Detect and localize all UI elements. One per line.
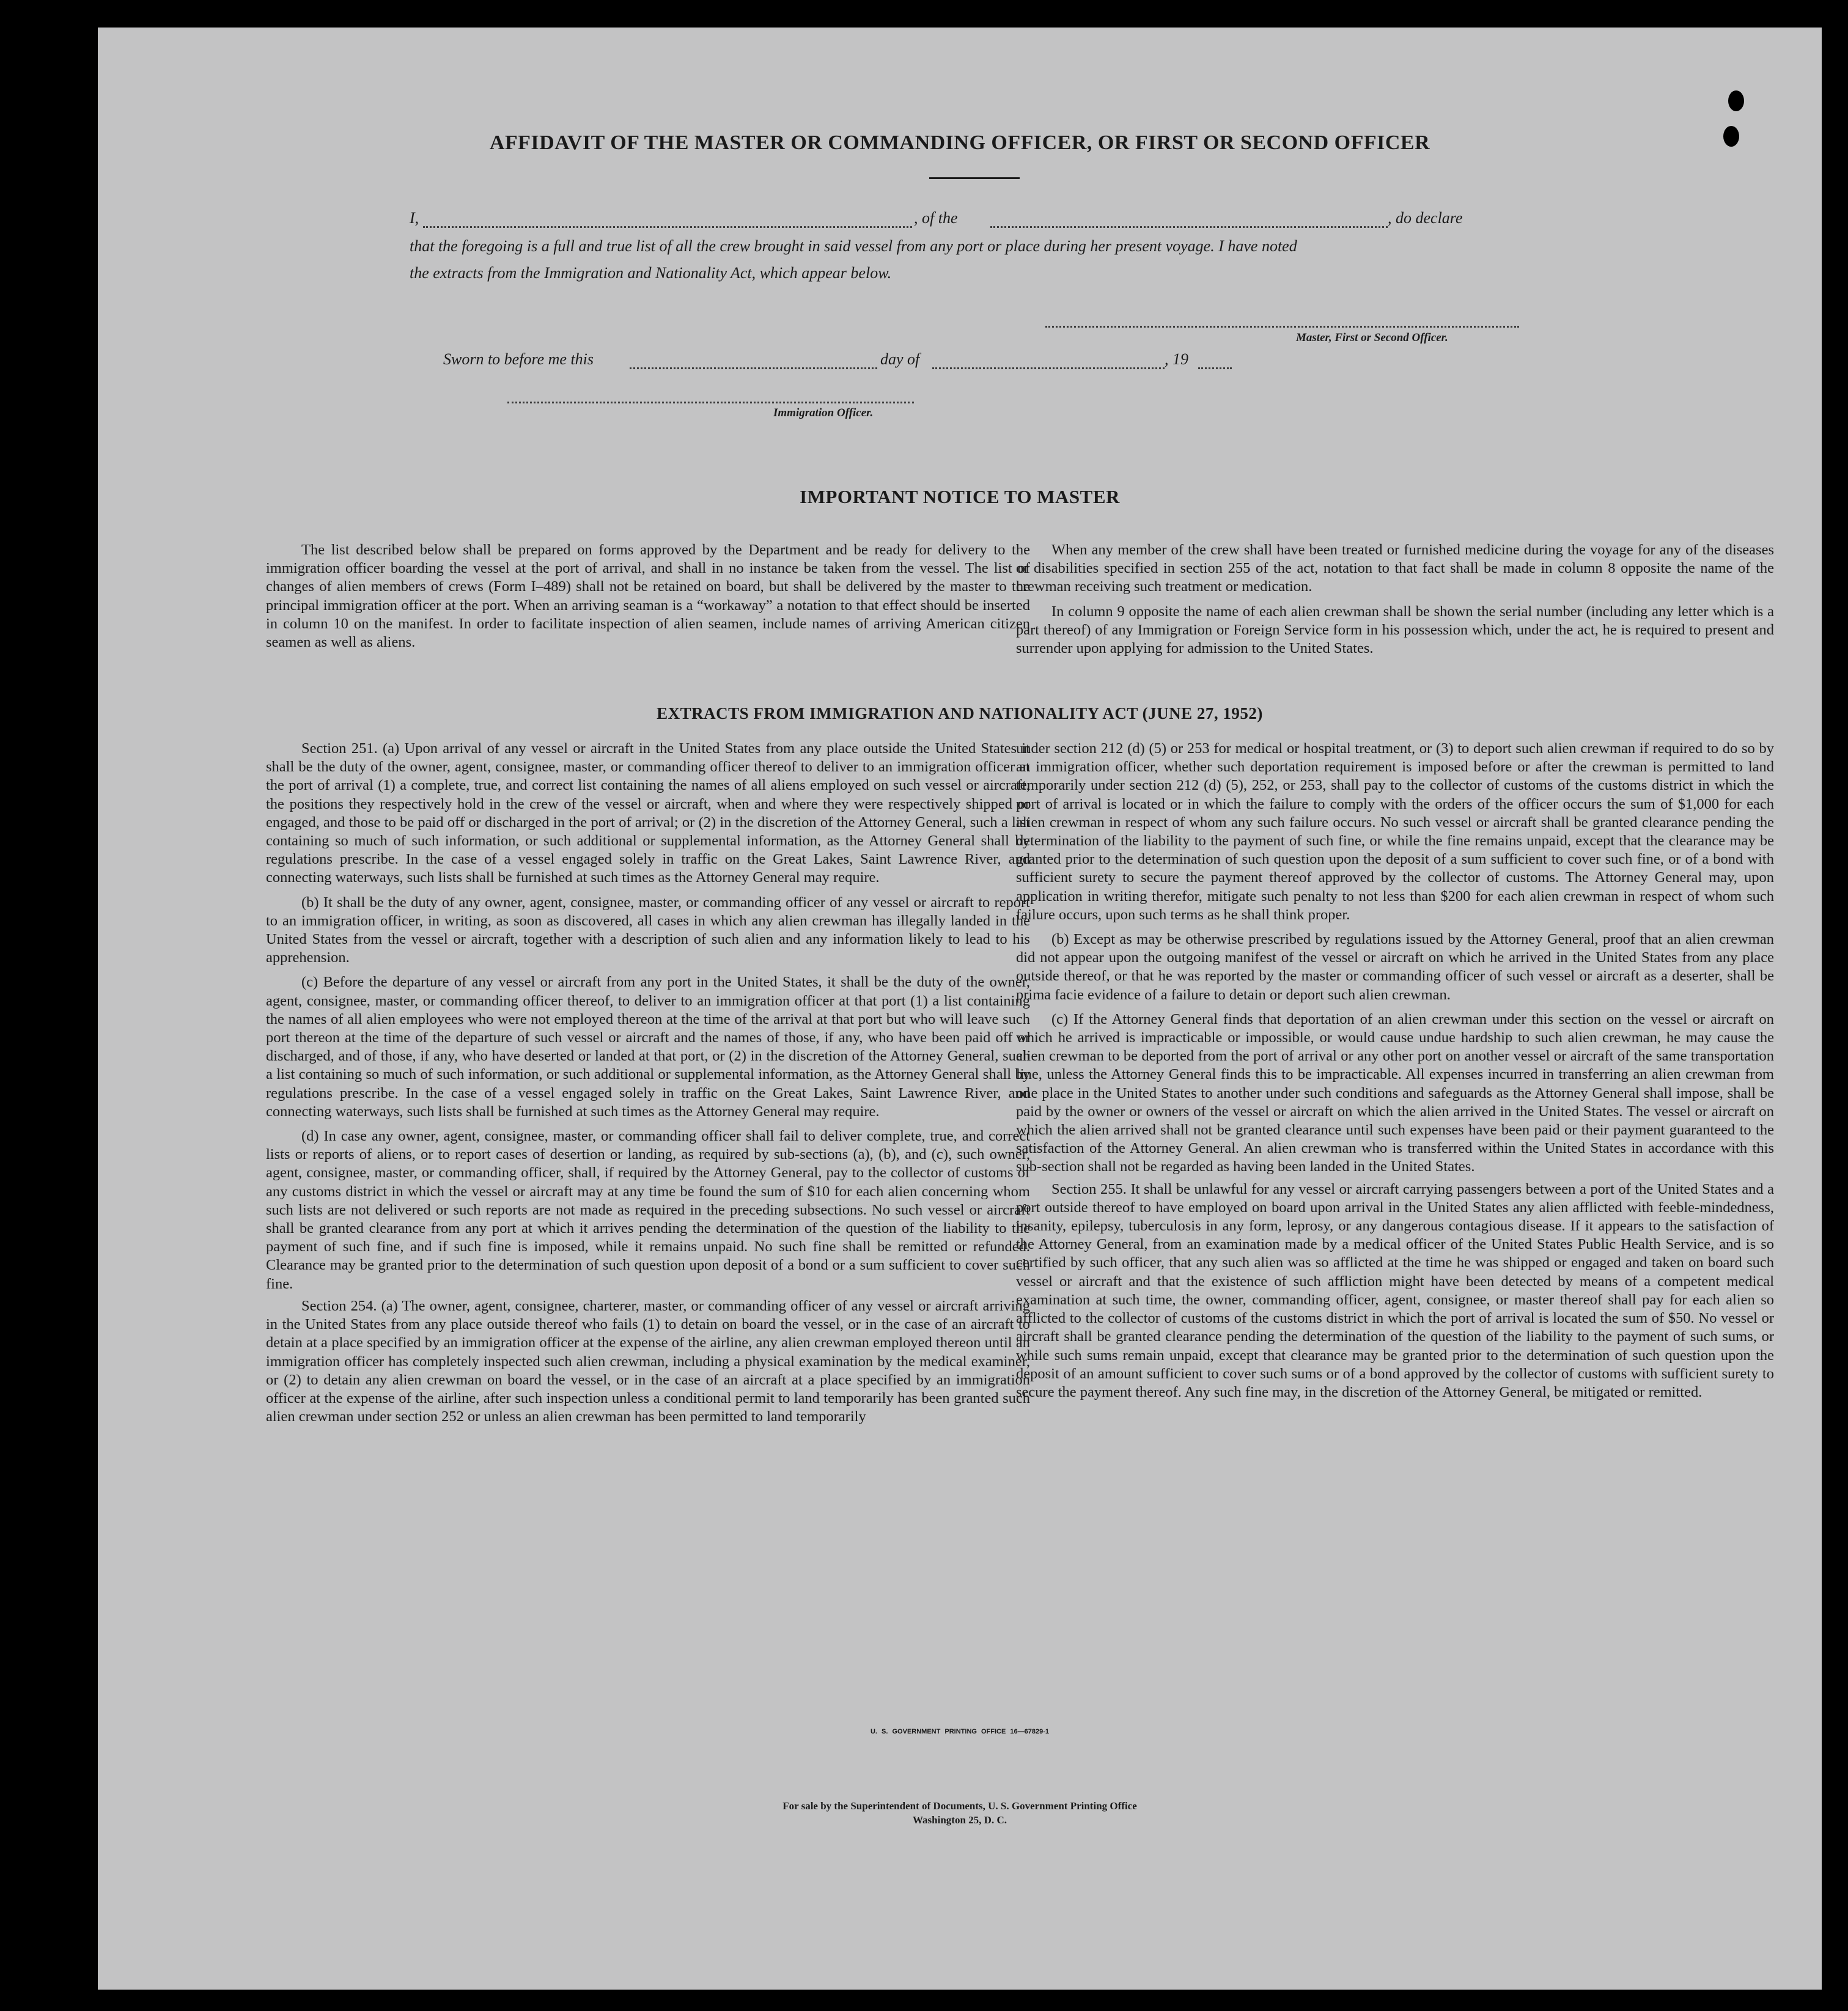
sworn-line bbox=[443, 350, 1360, 372]
extracts-title: EXTRACTS FROM IMMIGRATION AND NATIONALITY ACT (JUNE 27, 1952) bbox=[657, 704, 1263, 722]
extract-paragraph: Section 251. (a) Upon arrival of any vessel or aircraft in the United States from any place outside the United States it shall be the duty of the owner, agent, consignee, master, or commanding officer thereof to deliver to an immigration officer at the port of arrival (1) a complete, true, and correct list containing the names of all aliens employed on such vessel or aircraft, the positions they respectively hold in the crew of the vessel or aircraft, when and where they were respectively shipped or engaged, and those to be paid off or discharged in the port of arrival; or (2) in the discretion of the Attorney General, such a list containing so much of such information, or such additional or supplemental information, as the Attorney General shall by regulations prescribe. In the case of a vessel engaged solely in traffic on the Great Lakes, Saint Lawrence River, and connecting waterways, such lists shall be furnished at such times as the Attorney General may require. bbox=[266, 740, 1030, 886]
master-signature-line[interactable] bbox=[1045, 326, 1519, 328]
sworn-day-of: day of bbox=[880, 350, 920, 368]
extract-paragraph: (b) Except as may be otherwise prescribed by regulations issued by the Attorney General, proof that an alien crewman did not appear upon the outgoing manifest of the vessel or aircraft on which he arrived in the United States from any place outside thereof, or that he was reported by the master or commanding officer of such vessel or aircraft as a deserter, shall be prima facie evidence of a failure to detain or deport such alien crewman. bbox=[1016, 931, 1774, 1003]
sale-line-1: For sale by the Superintendent of Documents, U. S. Government Printing Office bbox=[782, 1800, 1137, 1812]
sworn-day-field[interactable] bbox=[630, 367, 877, 369]
extract-paragraph: (d) In case any owner, agent, consignee, master, or commanding officer shall fail to deliver complete, true, and correct lists or reports of aliens, or to report cases of desertion or landing, as required by sub-sections (a), (b), and (c), such owner, agent, consignee, master, or commanding officer, shall, if required by the Attorney General, pay to the collector of customs of any customs district in which the vessel or aircraft may at any time be found the sum of $10 for each alien concerning whom such lists are not delivered or such reports are not made as required in the preceding subsections. No such vessel or aircraft shall be granted clearance from any port at which it arrives pending the determination of the question of the liability to the payment of such fine, and if such fine is imposed, while it remains unpaid. No such fine shall be remitted or refunded. Clearance may be granted prior to the determination of such question upon deposit of a bond or a sum sufficient to cover such fine. bbox=[266, 1128, 1030, 1292]
title-underline bbox=[929, 177, 1020, 179]
declaration-line bbox=[410, 209, 1632, 231]
sworn-prefix: Sworn to before me this bbox=[443, 350, 594, 368]
declarant-name-field[interactable] bbox=[423, 226, 912, 228]
sworn-year-label: , 19 bbox=[1165, 350, 1188, 368]
sworn-month-field[interactable] bbox=[932, 367, 1165, 369]
notice-right-column bbox=[1016, 541, 1774, 659]
declare-label: , do declare bbox=[1388, 209, 1463, 227]
master-signature-label: Master, First or Second Officer. bbox=[1296, 331, 1448, 344]
extract-paragraph: (b) It shall be the duty of any owner, agent, consignee, master, or commanding officer of any vessel or aircraft to report to an immigration officer, in writing, as soon as discovered, all cases in which any alien crewman has illegally landed in the United States from the vessel or aircraft, together with a description of such alien and any information likely to lead to his apprehension. bbox=[266, 894, 1030, 966]
declaration-statement-2: the extracts from the Immigration and Nationality Act, which appear below. bbox=[410, 264, 892, 282]
sworn-year-field[interactable] bbox=[1198, 367, 1232, 369]
sale-line-2: Washington 25, D. C. bbox=[913, 1814, 1007, 1826]
printer-line: U. S. GOVERNMENT PRINTING OFFICE 16—67829-1 bbox=[870, 1728, 1049, 1735]
extract-paragraph: (c) If the Attorney General finds that deportation of an alien crewman under this section on the vessel or aircraft on which he arrived is impracticable or impossible, or would cause undue hardship to such alien crewman, he may cause the alien crewman to be deported from the port of arrival or any other port on another vessel or aircraft of the same transportation line, unless the Attorney General finds this to be impracticable. All expenses incurred in transferring an alien crewman from one place in the United States to another under such conditions and safeguards as the Attorney General shall impose, shall be paid by the owner or owners of the vessel or aircraft on which the alien arrived in the United States. The vessel or aircraft on which the alien arrived shall not be granted clearance until such expenses have been paid or their payment guaranteed to the satisfaction of the Attorney General. An alien crewman who is transferred within the United States in accordance with this sub-section shall not be regarded as having been landed in the United States. bbox=[1016, 1010, 1774, 1175]
extract-paragraph: (c) Before the departure of any vessel or aircraft from any port in the United States, it shall be the duty of the owner, agent, consignee, master, or commanding officer thereof, to deliver to an immigration officer at that port (1) a list containing the names of all alien employees who were not employed thereon at the time of the arrival at that port but who will leave such port thereon at the time of the departure of such vessel or aircraft and the names of those, if any, who have been paid off or discharged, and of those, if any, who have deserted or landed at that port, or (2) in the discretion of the Attorney General, such a list containing so much of such information, or such additional or supplemental information, as the Attorney General shall by regulations prescribe. In the case of a vessel engaged solely in traffic on the Great Lakes, Saint Lawrence River, and connecting waterways, such lists shall be furnished at such times as the Attorney General may require. bbox=[266, 974, 1030, 1120]
notice-left-column bbox=[266, 541, 1030, 653]
vessel-name-field[interactable] bbox=[990, 226, 1388, 228]
punch-hole-top bbox=[1728, 90, 1744, 111]
extract-paragraph: Section 254. (a) The owner, agent, consignee, charterer, master, or commanding officer of any vessel or aircraft arriving in the United States from any place outside thereof who fails (1) to detain on board the vessel, or in the case of an aircraft to detain at a place specified by an immigration officer at the expense of the airline, any alien crewman employed thereon until an immigration officer has completely inspected such alien crewman, including a physical examination by the medical examiner, or (2) to detain any alien crewman on board the vessel, or in the case of an aircraft at a place specified by an immigration officer at the expense of the airline, after such inspection unless a conditional permit to land temporarily has been granted such alien crewman under section 252 or unless an alien crewman has been permitted to land temporarily bbox=[266, 1297, 1030, 1425]
document-page bbox=[98, 28, 1822, 1990]
immigration-officer-signature-line[interactable] bbox=[507, 402, 914, 403]
immigration-officer-label: Immigration Officer. bbox=[773, 406, 874, 419]
notice-paragraph: In column 9 opposite the name of each alien crewman shall be shown the serial number (including any letter which is a part thereof) of any Immigration or Foreign Service form in his possession which, under the act, he is required to present and surrender upon applying for admission to the United States. bbox=[1016, 603, 1774, 657]
extracts-left-column bbox=[266, 740, 1030, 1427]
notice-paragraph: When any member of the crew shall have been treated or furnished medicine during the voyage for any of the diseases or disabilities specified in section 255 of the act, notation to that fact shall be made in column 8 opposite the name of the crewman receiving such treatment or medication. bbox=[1016, 542, 1774, 595]
declarant-prefix: I, bbox=[410, 209, 419, 227]
notice-paragraph: The list described below shall be prepared on forms approved by the Department and be ready for delivery to the immigration officer boarding the vessel at the port of arrival, and shall in no instance be taken from the vessel. The list of changes of alien members of crews (Form I–489) shall not be retained on board, but shall be delivered by the master to the principal immigration officer at the port. When an arriving seaman is a “workaway” a notation to that effect should be inserted in column 10 on the manifest. In order to facilitate inspection of alien seamen, include names of arriving American citizen seamen as well as aliens. bbox=[266, 542, 1030, 651]
extract-paragraph: Section 255. It shall be unlawful for any vessel or aircraft carrying passengers between a port of the United States and a port outside thereof to have employed on board upon arrival in the United States any alien afflicted with feeble-mindedness, insanity, epilepsy, tuberculosis in any form, leprosy, or any dangerous contagious disease. If it appears to the satisfaction of the Attorney General, from an examination made by a medical officer of the United States Public Health Service, and is so certified by such officer, that any such alien was so afflicted at the time he was shipped or engaged and taken on board such vessel or aircraft and that the existence of such affliction might have been detected by means of a competent medical examination at such time, the owner, commanding officer, agent, consignee, or master thereof shall pay for each alien so afflicted to the collector of customs of the customs district in which the port of arrival is located the sum of $50. No vessel or aircraft shall be granted clearance pending the determination of the question of the liability to the payment of such sums, or while such sums remain unpaid, except that clearance may be granted prior to the determination of such question upon the deposit of an amount sufficient to cover such sums or of a bond approved by the collector of customs with sufficient surety to secure the payment thereof. Any such fine may, in the discretion of the Attorney General, be mitigated or remitted. bbox=[1016, 1180, 1774, 1400]
declaration-statement-1: that the foregoing is a full and true list of all the crew brought in said vessel from any port or place during her present voyage. I have noted bbox=[410, 237, 1297, 255]
extracts-right-column bbox=[1016, 740, 1774, 1403]
of-the-label: , of the bbox=[914, 209, 958, 227]
extract-paragraph: under section 212 (d) (5) or 253 for medical or hospital treatment, or (3) to deport such alien crewman if required to do so by an immigration officer, whether such deportation requirement is imposed before or after the crewman is permitted to land temporarily under section 212 (d) (5), 252, or 253, shall pay to the collector of customs of the customs district in which the port of arrival is located or in which the failure to comply with the orders of the officer occurs the sum of $1,000 for each alien crewman in respect of whom any such failure occurs. No such vessel or aircraft shall be granted clearance pending the determination of the liability to the payment of such fine, or while the fine remains unpaid, except that the clearance may be granted prior to the determination of such question upon the deposit of a sum sufficient to cover such fine, or of a bond with sufficient surety to secure the payment thereof approved by the collector of customs. The Attorney General may, upon application in writing therefor, mitigate such penalty to not less than $200 for each alien crewman in respect of whom such failure occurs, upon such terms as he shall think proper. bbox=[1016, 740, 1774, 923]
notice-title: IMPORTANT NOTICE TO MASTER bbox=[800, 486, 1120, 507]
affidavit-title: AFFIDAVIT OF THE MASTER OR COMMANDING OFFICER, OR FIRST OR SECOND OFFICER bbox=[489, 131, 1430, 154]
